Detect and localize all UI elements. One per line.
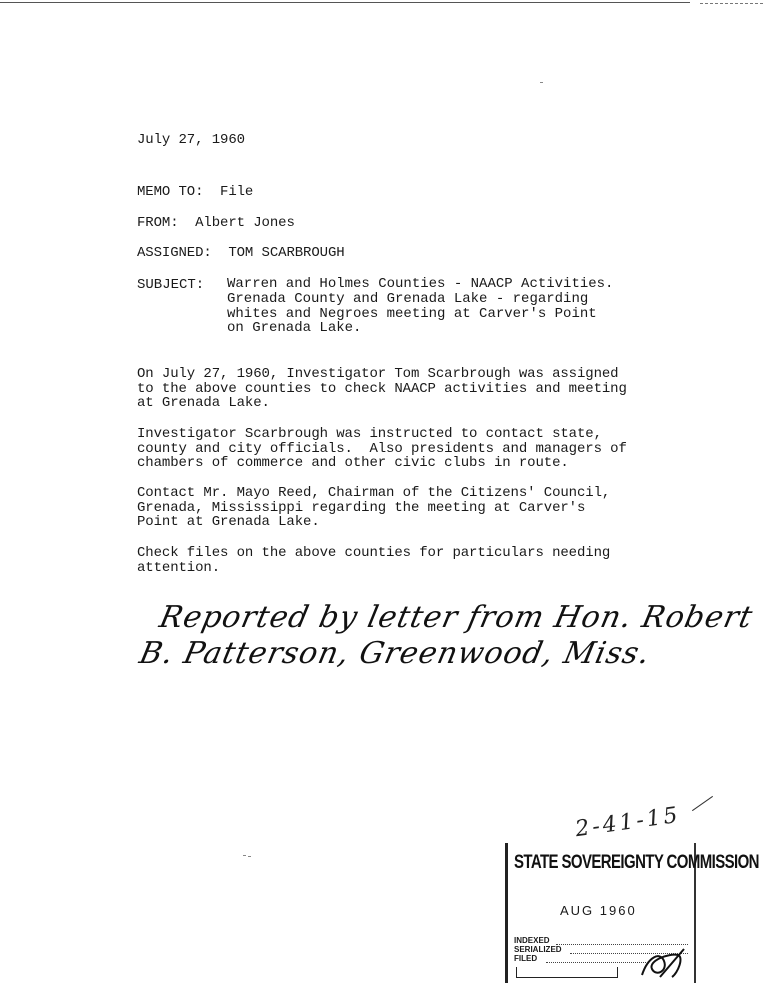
memo-to-label: MEMO TO: (137, 184, 204, 200)
stamp-bottom-box (516, 967, 618, 978)
stamp-field-indexed: INDEXED (514, 936, 550, 945)
paragraph-assignment: On July 27, 1960, Investigator Tom Scarbrough was assigned to the above counties to check NAACP activities and meeting at Grenada Lake. (137, 366, 627, 412)
subject-line-2: Grenada County and Grenada Lake - regarding (227, 291, 589, 307)
stamp-indexed-line (556, 944, 688, 945)
scan-speck (248, 856, 251, 857)
handwritten-line-1: Reported by letter from Hon. Robert (156, 600, 757, 635)
paragraph-check-files: Check files on the above counties for particulars needing attention. (137, 545, 611, 576)
from-row (137, 216, 295, 231)
subject-label: SUBJECT: (137, 277, 205, 293)
stamp-field-serialized: SERIALIZED (514, 945, 562, 954)
handwritten-note (136, 600, 757, 680)
file-number: 2-41-15 (573, 802, 683, 843)
paragraph-instructions: Investigator Scarbrough was instructed to contact state, county and city officials. Also presidents and managers of chambers of commerce and other civic clubs in route. (137, 426, 627, 472)
memo-date: July 27, 1960 (137, 132, 245, 148)
memo-to-value: File (220, 184, 254, 200)
assigned-label: ASSIGNED: (137, 245, 212, 261)
subject-line-4: on Grenada Lake. (227, 320, 362, 336)
stamp-initials-mark (638, 947, 690, 981)
stamp-filed-line (546, 962, 646, 963)
from-label: FROM: (137, 215, 179, 231)
from-value: Albert Jones (195, 215, 295, 231)
stamp-field-filed: FILED (514, 954, 538, 963)
file-number-slash (692, 796, 713, 811)
commission-stamp (505, 843, 759, 983)
paragraph-contact: Contact Mr. Mayo Reed, Chairman of the Citizens' Council, Grenada, Mississippi regarding the meeting at Carver's Point at Grenada Lake. (137, 485, 611, 531)
scan-speck (243, 855, 246, 856)
assigned-row (137, 246, 345, 261)
memo-to-row (137, 185, 253, 200)
stamp-date: AUG 1960 (560, 903, 637, 918)
assigned-value: TOM SCARBROUGH (228, 245, 345, 261)
top-edge-rule (0, 2, 690, 3)
subject-line-3: whites and Negroes meeting at Carver's Point (227, 306, 597, 322)
handwritten-line-2: B. Patterson, Greenwood, Miss. (136, 636, 654, 671)
stamp-title: STATE SOVEREIGNTY COMMISSION (514, 851, 759, 874)
top-edge-dashes (700, 3, 763, 4)
subject-line-1: Warren and Holmes Counties - NAACP Activities. (227, 276, 614, 292)
scan-speck (540, 82, 543, 83)
